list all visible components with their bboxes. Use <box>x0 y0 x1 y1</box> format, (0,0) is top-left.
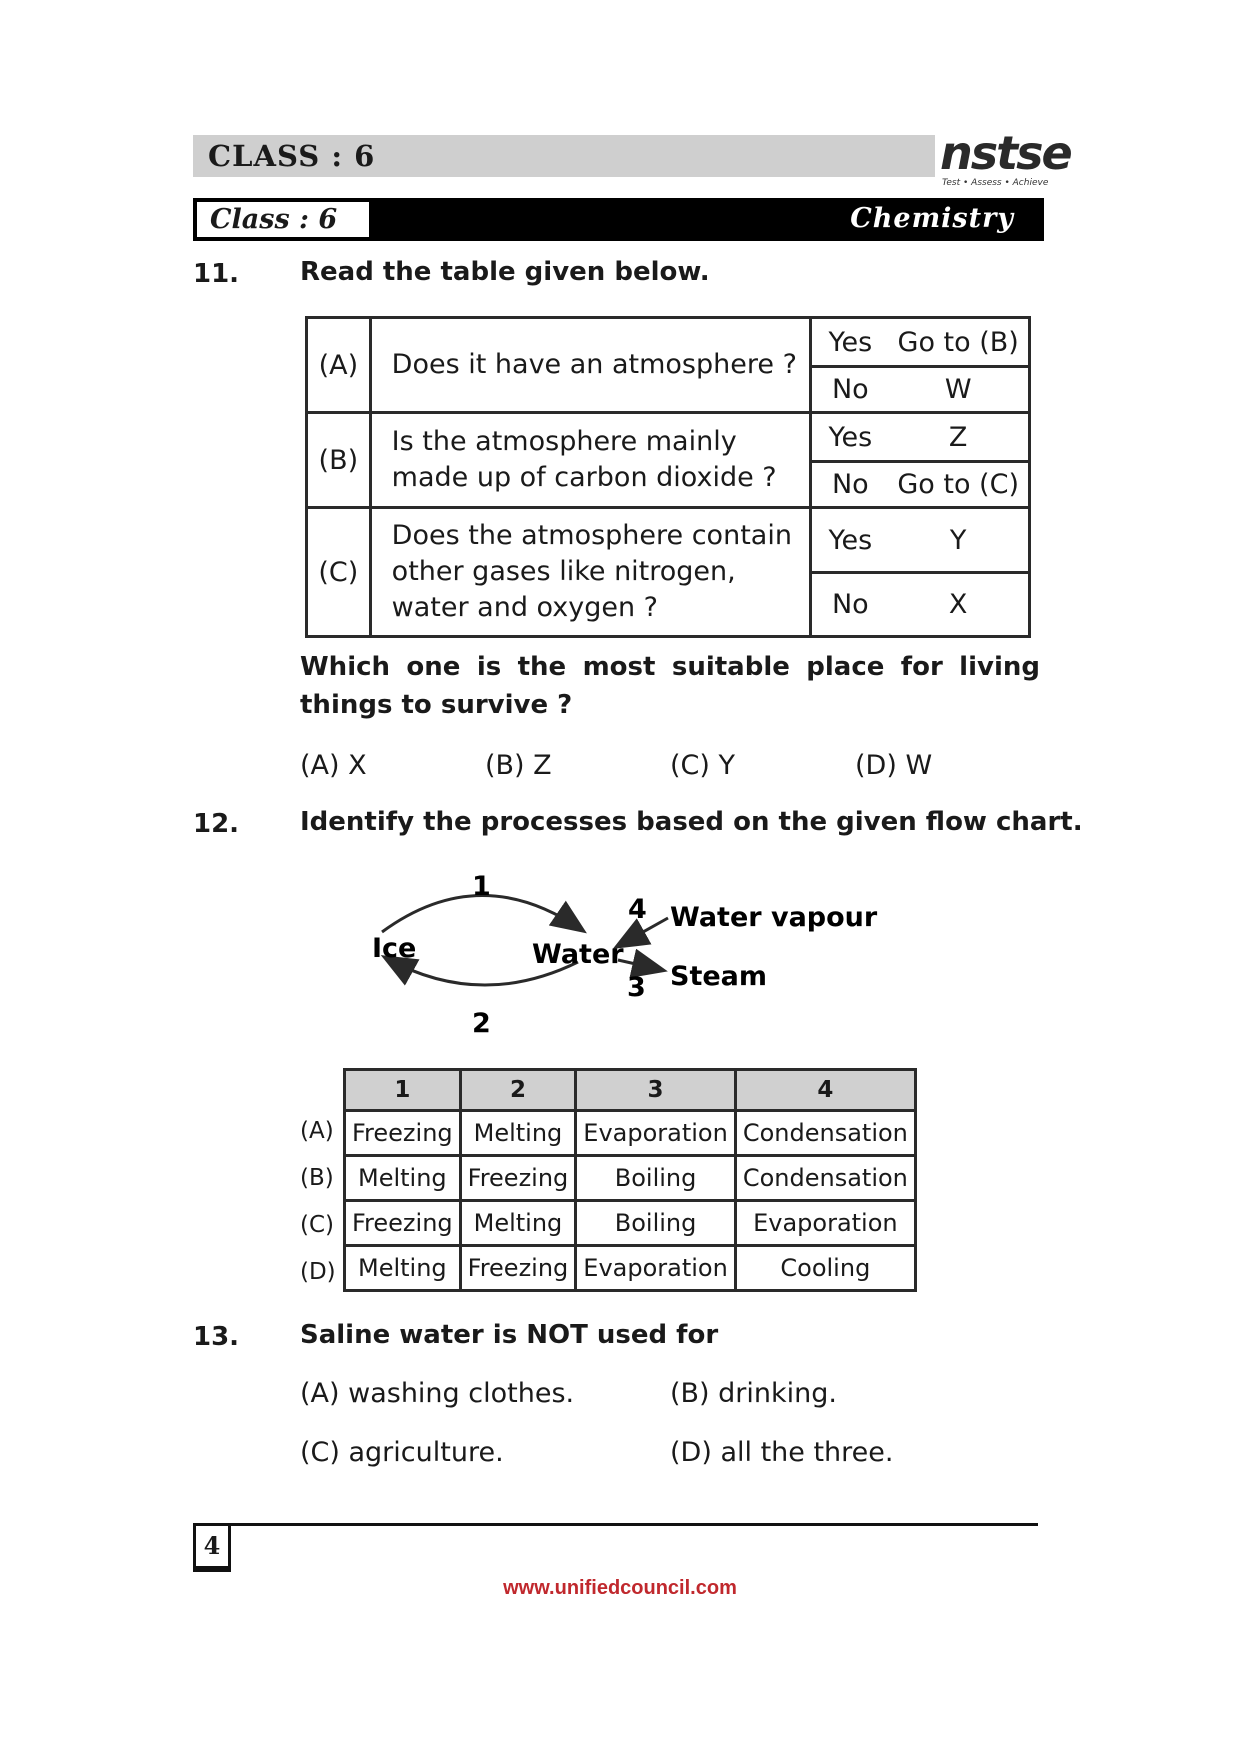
q13-option-b[interactable]: (B) drinking. <box>670 1378 837 1409</box>
q13-number: 13. <box>193 1322 240 1352</box>
table-cell: Cooling <box>735 1246 915 1291</box>
q11-number: 11. <box>193 259 240 289</box>
q12-number: 12. <box>193 809 240 839</box>
flow-ice: Ice <box>372 933 417 964</box>
col-header: 2 <box>460 1070 576 1111</box>
q11-prompt: Read the table given below. <box>300 257 710 287</box>
table-cell: Evaporation <box>576 1246 736 1291</box>
table-row <box>345 1201 916 1246</box>
subject-label: Chemistry <box>850 203 1014 234</box>
table-row <box>345 1111 916 1156</box>
yes-result: Go to (B) <box>897 326 1019 358</box>
table-header-row <box>345 1070 916 1111</box>
table-cell: Melting <box>460 1111 576 1156</box>
row-label: (A) <box>307 318 371 413</box>
flow-steam: Steam <box>670 961 768 992</box>
table-row <box>307 318 1030 413</box>
row-question: Does the atmosphere contain other gases like nitrogen, water and oxygen ? <box>370 508 811 637</box>
footer-rule <box>193 1523 1038 1526</box>
flow-label-4: 4 <box>628 894 647 925</box>
table-cell: Condensation <box>735 1156 915 1201</box>
table-cell: Boiling <box>576 1156 736 1201</box>
no-label: No <box>831 589 869 620</box>
no-result: Go to (C) <box>897 469 1019 500</box>
q13-option-c[interactable]: (C) agriculture. <box>300 1437 504 1468</box>
nstse-logo <box>940 126 1071 190</box>
col-header: 1 <box>345 1070 461 1111</box>
table-cell: Freezing <box>460 1156 576 1201</box>
row-label: (C) <box>307 508 371 637</box>
table-cell: Boiling <box>576 1201 736 1246</box>
page-number: 4 <box>203 1531 221 1560</box>
yes-label: Yes <box>828 524 873 556</box>
table-row <box>345 1156 916 1201</box>
q11-question: Which one is the most suitable place for living things to survive ? <box>300 652 1040 720</box>
yes-result: Z <box>948 421 968 453</box>
q12-flow-chart <box>360 860 880 1040</box>
q12-table <box>343 1068 917 1292</box>
arrow-3 <box>618 960 662 970</box>
q11-option-c[interactable]: (C) Y <box>670 750 735 781</box>
q13-option-a[interactable]: (A) washing clothes. <box>300 1378 575 1409</box>
table-cell: Melting <box>345 1156 461 1201</box>
table-row <box>307 413 1030 508</box>
flow-label-1: 1 <box>472 871 491 902</box>
q11-table <box>305 316 1031 638</box>
q12-prompt: Identify the processes based on the given flow chart. <box>300 807 1083 837</box>
q11-option-a[interactable]: (A) X <box>300 750 367 781</box>
no-result: W <box>944 374 972 405</box>
yes-result: Y <box>949 524 967 556</box>
table-cell: Melting <box>460 1201 576 1246</box>
yes-label: Yes <box>828 326 873 358</box>
row-question: Is the atmosphere mainly made up of carbon dioxide ? <box>370 413 811 508</box>
row-label-c[interactable]: (C) <box>300 1212 335 1238</box>
row-label: (B) <box>307 413 371 508</box>
footer-url[interactable]: www.unifiedcouncil.com <box>503 1577 737 1599</box>
q13-option-d[interactable]: (D) all the three. <box>670 1437 894 1468</box>
table-row <box>307 508 1030 637</box>
logo-wordmark: nstse <box>940 126 1071 180</box>
flow-water: Water <box>532 939 624 970</box>
table-cell: Condensation <box>735 1111 915 1156</box>
flow-vapour: Water vapour <box>670 902 878 933</box>
no-label: No <box>831 374 869 405</box>
no-result: X <box>948 589 968 620</box>
row-label-a[interactable]: (A) <box>300 1118 334 1144</box>
table-cell: Melting <box>345 1246 461 1291</box>
col-header: 4 <box>735 1070 915 1111</box>
col-header: 3 <box>576 1070 736 1111</box>
table-cell: Freezing <box>345 1111 461 1156</box>
row-label-d[interactable]: (D) <box>300 1259 336 1285</box>
q11-option-d[interactable]: (D) W <box>855 750 933 781</box>
q13-prompt: Saline water is NOT used for <box>300 1320 719 1350</box>
q11-option-b[interactable]: (B) Z <box>485 750 552 781</box>
row-question: Does it have an atmosphere ? <box>370 318 811 413</box>
table-cell: Evaporation <box>735 1201 915 1246</box>
table-cell: Evaporation <box>576 1111 736 1156</box>
yes-label: Yes <box>828 421 873 453</box>
table-cell: Freezing <box>460 1246 576 1291</box>
row-label-b[interactable]: (B) <box>300 1165 334 1191</box>
table-row <box>345 1246 916 1291</box>
flow-label-3: 3 <box>627 972 646 1003</box>
flow-label-2: 2 <box>472 1008 491 1039</box>
table-cell: Freezing <box>345 1201 461 1246</box>
class-banner-text: CLASS : 6 <box>208 139 376 173</box>
logo-tagline: Test • Assess • Achieve <box>942 178 1049 188</box>
q12-row-labels <box>300 1108 336 1296</box>
no-label: No <box>831 469 869 500</box>
class-label: Class : 6 <box>210 204 338 235</box>
